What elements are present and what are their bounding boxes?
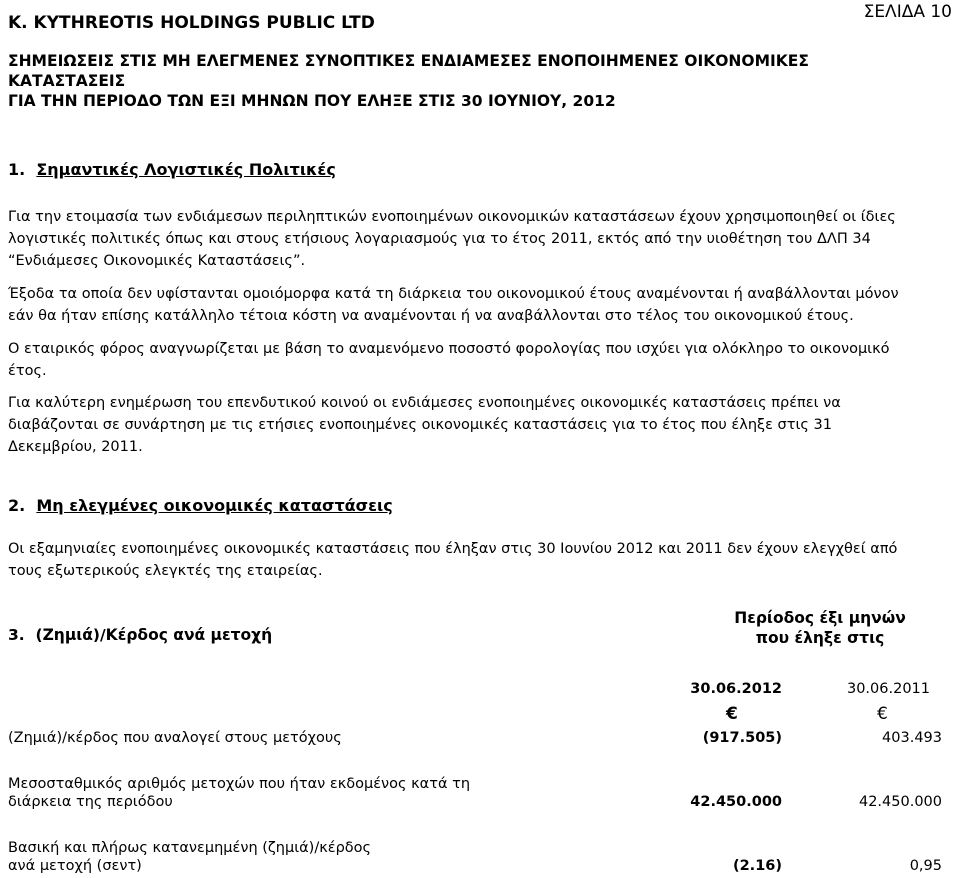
section-1-paragraph-4-line2: διαβάζονται σε συνάρτηση με τις ετήσιες ενοποιημένες οικονομικές καταστάσεις για το έτος που έληξε στις 31 xyxy=(8,417,832,433)
row-weighted-shares-label-line1: Μεσοσταθμικός αριθμός μετοχών που ήταν εκδομένος κατά τη xyxy=(8,776,471,792)
period-header-line2: που έληξε στις xyxy=(755,629,885,647)
currency-symbol-2011: € xyxy=(877,704,888,724)
section-1-paragraph-4-line3: Δεκεμβρίου, 2011. xyxy=(8,439,143,455)
section-1-paragraph-3-line1: Ο εταιρικός φόρος αναγνωρίζεται με βάση το αναμενόμενο ποσοστό φορολογίας που ισχύει για ολόκληρο το οικονομικό xyxy=(8,341,890,357)
section-3-title: (Ζημιά)/Κέρδος ανά μετοχή xyxy=(35,626,273,644)
section-1-paragraph-1-line3: “Ενδιάμεσες Οικονομικές Καταστάσεις”. xyxy=(8,253,306,269)
row-loss-attributable-2011: 403.493 xyxy=(882,730,942,746)
row-eps-2012: (2.16) xyxy=(732,858,782,874)
section-1-title: Σημαντικές Λογιστικές Πολιτικές xyxy=(36,160,336,179)
section-2-title: Μη ελεγμένες οικονομικές καταστάσεις xyxy=(36,496,393,515)
section-3-heading xyxy=(8,626,272,644)
section-1-number: 1. xyxy=(8,160,26,179)
row-weighted-shares-2012: 42.450.000 xyxy=(690,794,782,810)
section-3-number: 3. xyxy=(8,626,25,644)
column-date-2011: 30.06.2011 xyxy=(846,681,930,697)
document-title-line3: ΓΙΑ ΤΗΝ ΠΕΡΙΟΔΟ ΤΩΝ ΕΞΙ ΜΗΝΩΝ ΠΟΥ ΕΛΗΞΕ ΣΤΙΣ 30 ΙΟΥΝΙΟΥ, 2012 xyxy=(8,92,616,110)
section-1-paragraph-1-line1: Για την ετοιμασία των ενδιάμεσων περιληπτικών ενοποιημένων οικονομικών καταστάσεων έχουν χρησιμοποιηθεί οι ίδιες xyxy=(8,209,896,225)
section-1-paragraph-4-line1: Για καλύτερη ενημέρωση του επενδυτικού κοινού οι ενδιάμεσες ενοποιημένες οικονομικές καταστάσεις πρέπει να xyxy=(8,395,841,411)
period-header-line1: Περίοδος έξι μηνών xyxy=(734,609,906,627)
section-1-paragraph-1-line2: λογιστικές πολιτικές όπως και στους ετήσιους λογαριασμούς για το έτος 2011, εκτός από την υιοθέτηση του ΔΛΠ 34 xyxy=(8,231,871,247)
section-1-heading xyxy=(8,160,336,179)
row-weighted-shares-label-line2: διάρκεια της περιόδου xyxy=(8,794,173,810)
section-1-paragraph-2-line2: εάν θα ήταν επίσης κατάλληλο τέτοια κόστη να αναμένονται ή να αναβάλλονται στο τέλος του οικονομικού έτους. xyxy=(8,308,854,324)
column-date-2012: 30.06.2012 xyxy=(690,681,782,697)
document-title-line1: ΣΗΜΕΙΩΣΕΙΣ ΣΤΙΣ ΜΗ ΕΛΕΓΜΕΝΕΣ ΣΥΝΟΠΤΙΚΕΣ ΕΝΔΙΑΜΕΣΕΣ ΕΝΟΠΟΙΗΜΕΝΕΣ ΟΙΚΟΝΟΜΙΚΕΣ xyxy=(8,52,809,70)
period-header xyxy=(700,608,940,648)
section-1-paragraph-2-line1: Έξοδα τα οποία δεν υφίστανται ομοιόμορφα κατά τη διάρκεια του οικονομικού έτους αναμένονται ή αναβάλλονται μόνον xyxy=(8,286,899,302)
section-2-heading xyxy=(8,496,393,515)
section-2-number: 2. xyxy=(8,496,26,515)
company-name: K. KYTHREOTIS HOLDINGS PUBLIC LTD xyxy=(8,13,375,33)
section-1-paragraph-3-line2: έτος. xyxy=(8,363,47,379)
row-weighted-shares-2011: 42.450.000 xyxy=(858,794,942,810)
row-eps-2011: 0,95 xyxy=(909,858,942,874)
section-2-paragraph-line1: Οι εξαμηνιαίες ενοποιημένες οικονομικές καταστάσεις που έληξαν στις 30 Ιουνίου 2012 και 2011 δεν έχουν ελεγχθεί από xyxy=(8,541,898,557)
page-number: ΣΕΛΙΔΑ 10 xyxy=(863,2,952,22)
row-eps-label-line2: ανά μετοχή (σεντ) xyxy=(8,858,142,874)
row-eps-label-line1: Βασική και πλήρως κατανεμημένη (ζημιά)/κέρδος xyxy=(8,840,372,856)
section-2-paragraph-line2: τους εξωτερικούς ελεγκτές της εταιρείας. xyxy=(8,563,323,579)
currency-symbol-2012: € xyxy=(726,704,738,724)
document-title-line2: ΚΑΤΑΣΤΑΣΕΙΣ xyxy=(8,72,126,90)
row-loss-attributable-2012: (917.505) xyxy=(702,730,782,746)
row-loss-attributable-label: (Ζημιά)/κέρδος που αναλογεί στους μετόχους xyxy=(8,730,342,746)
